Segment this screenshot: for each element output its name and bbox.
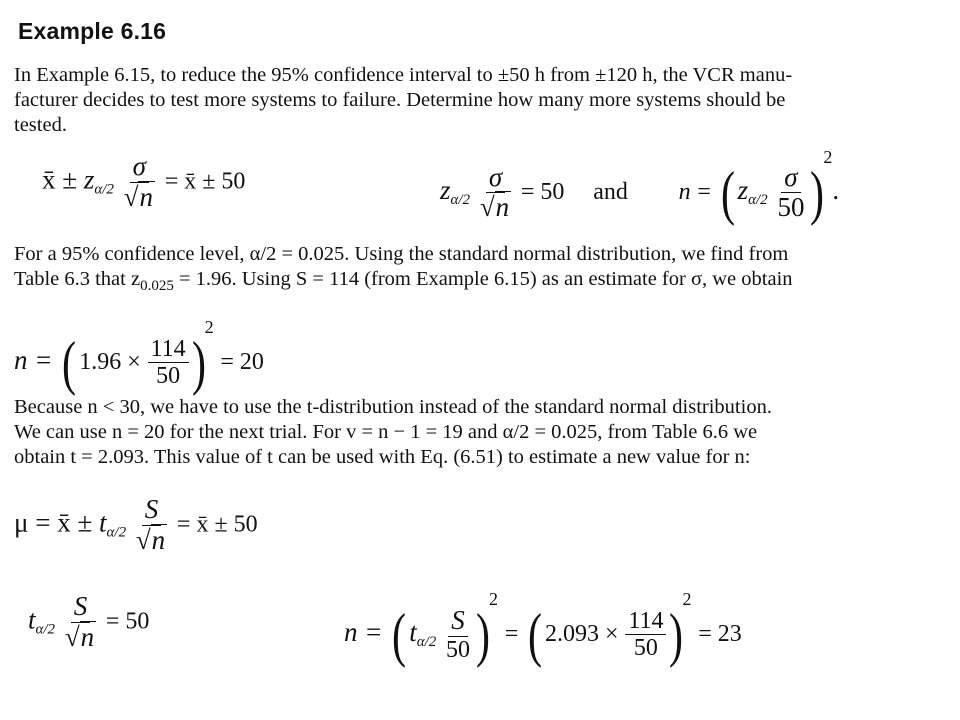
eq3-denominator: 50 bbox=[156, 363, 181, 390]
eq2-equals: = bbox=[697, 179, 711, 205]
intro-paragraph bbox=[14, 63, 792, 138]
intro-line-3: tested. bbox=[14, 114, 67, 136]
eq6-denominator-1: 50 bbox=[446, 636, 471, 663]
eq4-denominator: √n bbox=[135, 524, 166, 555]
eq2-inner-numerator: σ bbox=[781, 163, 800, 194]
eq4-lhs: μ = x̄ ± bbox=[14, 507, 93, 538]
confidence-line-2: Table 6.3 that $z_{0.025} = 1.96$. Using S = 114 (from Example 6.15) as an estimate for σ, we obtain bbox=[14, 268, 793, 294]
eq2-left-paren: ( bbox=[720, 159, 735, 226]
eq6-fraction-2 bbox=[625, 608, 666, 662]
eq2-z: z bbox=[440, 175, 451, 205]
eq1-fraction bbox=[121, 152, 158, 212]
eq6-right-paren-2: ) bbox=[669, 601, 684, 668]
eq3-right-paren: ) bbox=[191, 329, 206, 396]
eq2-numerator: σ bbox=[486, 163, 505, 194]
t-line-2: We can use n = 20 for the next trial. For v = n − 1 = 19 and α/2 = 0.025, from Table 6.6 we bbox=[14, 421, 758, 443]
t-line-1: Because n < 30, we have to use the t-distribution instead of the standard normal distribution. bbox=[14, 396, 772, 418]
eq4-t: t bbox=[99, 507, 107, 538]
eq2-period: . bbox=[832, 175, 840, 205]
eq2-z-sub: α/2 bbox=[450, 192, 471, 208]
eq2-right-paren: ) bbox=[810, 159, 825, 226]
eq1-denominator: √n bbox=[123, 181, 153, 212]
eq2-inner-fraction bbox=[774, 163, 807, 223]
eq3-fraction bbox=[148, 336, 189, 390]
eq5-denominator: √n bbox=[64, 621, 95, 652]
eq3-power: 2 bbox=[204, 317, 214, 337]
eq3-numerator: 114 bbox=[148, 336, 189, 363]
eq2-rhs: = 50 bbox=[520, 179, 565, 205]
eq1-z: z bbox=[83, 164, 95, 195]
eq5-numerator: S bbox=[71, 592, 91, 623]
eq5-t-sub: α/2 bbox=[35, 621, 56, 638]
example-title: Example 6.16 bbox=[18, 18, 167, 44]
eq6-equals: = bbox=[504, 621, 519, 647]
eq6-lhs: n = bbox=[344, 617, 383, 647]
eq2-fraction bbox=[477, 163, 514, 223]
eq1-numerator: σ bbox=[130, 152, 149, 183]
eq6-rhs: = 23 bbox=[698, 621, 742, 647]
eq6-right-paren-1: ) bbox=[476, 601, 491, 668]
eq5-rhs: = 50 bbox=[105, 608, 150, 635]
eq6-denominator-2: 50 bbox=[633, 635, 658, 662]
eq2-inner-z-sub: α/2 bbox=[748, 192, 768, 208]
eq2-denominator: √n bbox=[479, 192, 510, 223]
eq6-t: t bbox=[409, 617, 417, 647]
eq4-numerator: S bbox=[142, 495, 162, 526]
initial-sample-equation bbox=[14, 317, 264, 396]
confidence-interval-equation bbox=[42, 152, 245, 212]
eq4-t-sub: α/2 bbox=[106, 524, 127, 541]
t-distribution-paragraph bbox=[14, 395, 772, 470]
eq3-left-paren: ( bbox=[62, 329, 77, 396]
mean-interval-equation bbox=[14, 495, 258, 555]
sample-size-equation bbox=[440, 147, 840, 226]
eq6-left-paren-2: ( bbox=[528, 601, 543, 668]
t-margin-equation bbox=[28, 592, 149, 652]
confidence-paragraph bbox=[14, 242, 793, 299]
eq6-power-2: 2 bbox=[682, 589, 692, 609]
eq4-rhs: = x̄ ± 50 bbox=[176, 511, 258, 538]
eq2-and: and bbox=[593, 179, 628, 205]
eq6-numerator-2: 114 bbox=[625, 608, 666, 635]
confidence-line-1: For a 95% confidence level, α/2 = 0.025. Using the standard normal distribution, we find from bbox=[14, 243, 789, 265]
eq6-coefficient: 2.093 × bbox=[545, 621, 619, 647]
eq6-numerator-1: S bbox=[448, 606, 468, 637]
eq1-z-sub: α/2 bbox=[94, 181, 114, 198]
revised-sample-equation bbox=[344, 589, 742, 668]
intro-line-1: In Example 6.15, to reduce the 95% confidence interval to ±50 h from ±120 h, the VCR manu- bbox=[14, 64, 793, 86]
eq1-rhs: = x̄ ± 50 bbox=[164, 168, 246, 195]
eq3-lhs: n = bbox=[14, 345, 53, 375]
intro-line-2: facturer decides to test more systems to failure. Determine how many more systems should be bbox=[14, 89, 786, 111]
eq1-xbar: x̄ ± bbox=[42, 164, 78, 195]
eq4-fraction bbox=[133, 495, 170, 555]
eq2-inner-denominator: 50 bbox=[777, 192, 805, 223]
eq3-rhs: = 20 bbox=[220, 349, 264, 375]
eq2-n: n bbox=[678, 179, 691, 205]
eq5-fraction bbox=[62, 592, 99, 652]
eq6-fraction-1 bbox=[443, 606, 473, 663]
eq2-inner-z: z bbox=[737, 175, 749, 205]
eq6-power-1: 2 bbox=[489, 589, 499, 609]
t-line-3: obtain t = 2.093. This value of t can be used with Eq. (6.51) to estimate a new value for n: bbox=[14, 446, 751, 468]
eq6-t-sub: α/2 bbox=[416, 634, 437, 650]
eq6-left-paren-1: ( bbox=[392, 601, 407, 668]
eq2-power: 2 bbox=[823, 147, 833, 167]
eq5-t: t bbox=[28, 604, 36, 635]
eq3-coefficient: 1.96 × bbox=[79, 349, 141, 375]
